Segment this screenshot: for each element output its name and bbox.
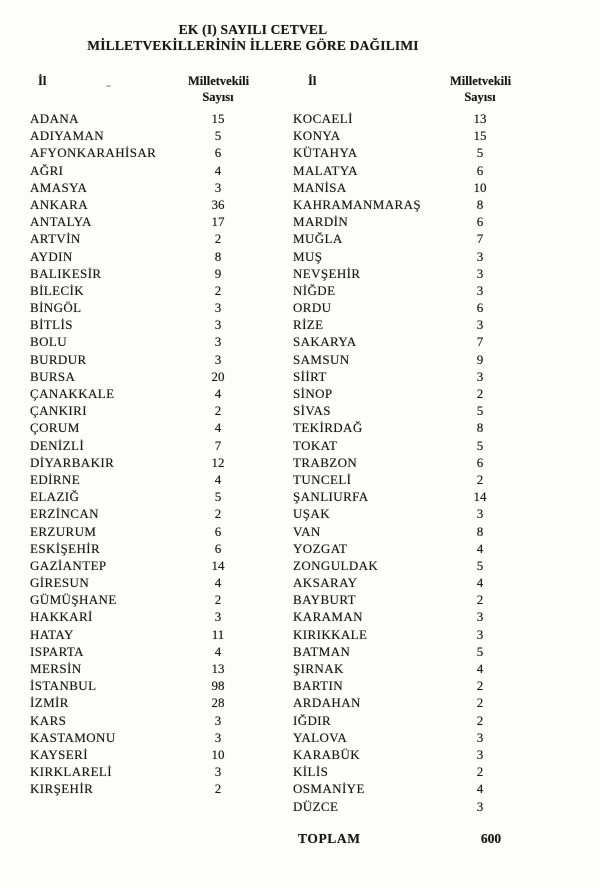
province-name: ADIYAMAN: [30, 128, 104, 144]
mp-count: 3: [476, 506, 484, 522]
mp-count: 5: [476, 403, 484, 419]
mp-count: 7: [214, 437, 222, 453]
mp-count: 4: [214, 386, 222, 401]
province-name: IĞDIR: [293, 712, 332, 728]
table-row: [293, 213, 510, 230]
province-name: BATMAN: [293, 643, 351, 659]
table-row: [30, 780, 248, 797]
table-row: [293, 402, 510, 419]
province-name: ESKİŞEHİR: [30, 540, 101, 556]
province-name: ŞANLIURFA: [293, 489, 369, 505]
mp-count: 3: [214, 334, 222, 350]
table-row: [30, 368, 248, 385]
table-row: [30, 385, 248, 402]
province-name: ARDAHAN: [293, 695, 361, 711]
table-row: [30, 660, 248, 677]
table-row: [30, 230, 248, 247]
province-name: KASTAMONU: [30, 729, 116, 745]
table-row: [293, 282, 510, 299]
column-header-count-right: [450, 73, 510, 105]
province-name: ÇANKIRI: [30, 403, 87, 419]
province-name: ERZURUM: [30, 523, 97, 539]
total-row: [293, 830, 510, 848]
mp-count: 28: [211, 695, 225, 711]
mp-count: 2: [476, 764, 484, 780]
mp-count: 4: [214, 420, 222, 436]
mp-count: 5: [476, 437, 484, 453]
table-row: [293, 110, 510, 127]
table-row: [293, 608, 510, 625]
mp-count: 14: [473, 489, 487, 505]
province-name: VAN: [293, 523, 321, 539]
province-name: OSMANİYE: [293, 781, 365, 797]
mp-count: 17: [211, 214, 225, 230]
table-row: [30, 213, 248, 230]
table-row: [293, 643, 510, 660]
province-name: BURSA: [30, 368, 76, 384]
province-name: DİYARBAKIR: [30, 454, 115, 470]
mp-count: 2: [214, 592, 222, 608]
mp-count: 8: [476, 420, 484, 436]
mp-count: 4: [214, 643, 222, 659]
table-row: [293, 780, 510, 797]
table-row: [293, 523, 510, 540]
table-row: [30, 419, 248, 436]
mp-count: 4: [214, 162, 222, 178]
table-rows-left: [30, 110, 248, 798]
table-row: [293, 763, 510, 780]
province-table-right: [293, 73, 510, 848]
province-name: KIRKLARELİ: [30, 764, 112, 780]
table-row: [293, 230, 510, 247]
mp-count: 2: [214, 506, 222, 522]
province-name: BİNGÖL: [30, 300, 82, 316]
province-name: HATAY: [30, 626, 74, 642]
mp-count: 4: [214, 575, 222, 591]
table-row: [293, 660, 510, 677]
table-row: [30, 316, 248, 333]
province-name: NİĞDE: [293, 282, 336, 298]
province-name: SAKARYA: [293, 334, 357, 350]
mp-count: 4: [476, 661, 484, 676]
province-name: BARTIN: [293, 678, 344, 694]
mp-count: 4: [476, 781, 484, 797]
mp-count: 6: [214, 540, 222, 556]
mp-count: 20: [211, 368, 225, 384]
table-row: [293, 488, 510, 505]
province-name: MERSİN: [30, 661, 82, 676]
table-row: [293, 454, 510, 471]
province-name: KIRIKKALE: [293, 626, 368, 642]
mp-count: 3: [476, 746, 484, 762]
province-name: AĞRI: [30, 162, 64, 178]
province-name: ERZİNCAN: [30, 506, 99, 522]
mp-count: 3: [476, 282, 484, 298]
province-name: MUĞLA: [293, 231, 343, 247]
province-name: SAMSUN: [293, 351, 350, 367]
mp-count: 5: [476, 557, 484, 573]
mp-count: 6: [214, 523, 222, 539]
table-row: [293, 127, 510, 144]
mp-count: 15: [473, 128, 487, 144]
mp-count: 7: [476, 231, 484, 247]
column-header-count-line2: Sayısı: [202, 90, 234, 104]
column-header-province-left: İl: [38, 74, 47, 88]
table-row: [30, 557, 248, 574]
province-name: KAHRAMANMARAŞ: [293, 196, 421, 212]
mp-count: 4: [214, 471, 222, 487]
province-name: KIRŞEHİR: [30, 781, 94, 797]
province-table-left: [30, 73, 248, 798]
table-row: [293, 351, 510, 368]
table-row: [293, 316, 510, 333]
table-header-right: [293, 73, 510, 105]
province-name: MUŞ: [293, 248, 323, 264]
mp-count: 8: [476, 523, 484, 539]
mp-count: 6: [476, 454, 484, 470]
mp-count: 3: [476, 248, 484, 264]
province-name: GAZİANTEP: [30, 557, 107, 573]
table-row: [30, 162, 248, 179]
mp-count: 2: [214, 282, 222, 298]
title-line-1: EK (I) SAYILI CETVEL: [178, 22, 328, 37]
table-header-left: [30, 73, 248, 105]
mp-count: 9: [476, 351, 484, 367]
table-row: [30, 471, 248, 488]
table-row: [30, 351, 248, 368]
mp-count: 6: [476, 300, 484, 316]
table-row: [293, 729, 510, 746]
province-name: ADANA: [30, 111, 79, 126]
province-name: ORDU: [293, 300, 332, 316]
province-name: TUNCELİ: [293, 471, 352, 487]
table-row: [30, 248, 248, 265]
province-name: KONYA: [293, 128, 341, 144]
table-row: [293, 437, 510, 454]
table-row: [293, 368, 510, 385]
province-name: ARTVİN: [30, 231, 81, 247]
total-value: 600: [480, 830, 502, 846]
table-row: [30, 437, 248, 454]
table-row: [30, 454, 248, 471]
table-row: [30, 196, 248, 213]
province-name: ANKARA: [30, 196, 89, 212]
province-name: MALATYA: [293, 162, 358, 178]
mp-count: 13: [473, 111, 487, 126]
province-name: TEKİRDAĞ: [293, 420, 363, 436]
province-name: KARAMAN: [293, 609, 363, 625]
table-row: [293, 144, 510, 161]
mp-count: 2: [476, 695, 484, 711]
column-header-count-line2: Sayısı: [464, 90, 496, 104]
table-row: [293, 162, 510, 179]
province-name: HAKKARİ: [30, 609, 93, 625]
mp-count: 6: [476, 162, 484, 178]
mp-count: 8: [214, 248, 222, 264]
mp-count: 2: [214, 781, 222, 797]
table-row: [30, 608, 248, 625]
table-row: [30, 763, 248, 780]
province-name: İSTANBUL: [30, 678, 97, 694]
table-row: [293, 694, 510, 711]
province-name: BİLECİK: [30, 282, 85, 298]
province-name: BAYBURT: [293, 592, 356, 608]
table-row: [30, 110, 248, 127]
table-row: [293, 557, 510, 574]
table-row: [30, 591, 248, 608]
province-name: NEVŞEHİR: [293, 265, 361, 281]
table-row: [293, 626, 510, 643]
province-name: ANTALYA: [30, 214, 92, 230]
title-line-2: MİLLETVEKİLLERİNİN İLLERE GÖRE DAĞILIMI: [87, 38, 419, 53]
table-row: [30, 626, 248, 643]
column-header-province-right: İl: [308, 74, 317, 88]
mp-count: 5: [214, 489, 222, 505]
table-row: [293, 299, 510, 316]
table-row: [293, 248, 510, 265]
document-title: [0, 22, 506, 54]
province-name: DENİZLİ: [30, 437, 85, 453]
table-row: [293, 505, 510, 522]
mp-count: 3: [476, 317, 484, 333]
table-row: [293, 798, 510, 815]
province-name: AKSARAY: [293, 575, 358, 591]
mp-count: 12: [211, 454, 225, 470]
province-name: BOLU: [30, 334, 67, 350]
mp-count: 10: [211, 746, 225, 762]
mp-count: 3: [476, 729, 484, 745]
province-name: YALOVA: [293, 729, 348, 745]
mp-count: 3: [214, 729, 222, 745]
table-row: [30, 179, 248, 196]
table-row: [293, 746, 510, 763]
mp-count: 5: [214, 128, 222, 144]
table-row: [30, 282, 248, 299]
province-name: ZONGULDAK: [293, 557, 379, 573]
province-name: RİZE: [293, 317, 324, 333]
mp-count: 36: [211, 196, 225, 212]
table-row: [293, 419, 510, 436]
mp-count: 3: [214, 609, 222, 625]
table-row: [30, 574, 248, 591]
province-name: SİVAS: [293, 403, 331, 419]
mp-count: 2: [476, 386, 484, 401]
mp-count: 2: [476, 678, 484, 694]
mp-count: 13: [211, 661, 225, 676]
province-name: AYDIN: [30, 248, 73, 264]
mp-count: 3: [214, 712, 222, 728]
mp-count: 2: [214, 403, 222, 419]
table-row: [30, 540, 248, 557]
table-row: [30, 643, 248, 660]
mp-count: 3: [214, 179, 222, 195]
table-row: [30, 677, 248, 694]
table-row: [293, 471, 510, 488]
table-row: [293, 591, 510, 608]
province-name: KOCAELİ: [293, 111, 353, 126]
table-row: [30, 488, 248, 505]
province-name: SİNOP: [293, 386, 333, 401]
table-row: [30, 505, 248, 522]
mp-count: 5: [476, 145, 484, 161]
mp-count: 3: [214, 300, 222, 316]
table-row: [30, 523, 248, 540]
total-label: TOPLAM: [298, 830, 361, 846]
table-row: [30, 144, 248, 161]
table-row: [293, 385, 510, 402]
table-row: [293, 179, 510, 196]
mp-count: 2: [476, 471, 484, 487]
province-name: YOZGAT: [293, 540, 348, 556]
province-name: ISPARTA: [30, 643, 84, 659]
province-name: BALIKESİR: [30, 265, 102, 281]
table-row: [30, 729, 248, 746]
table-row: [293, 540, 510, 557]
province-name: EDİRNE: [30, 471, 81, 487]
province-name: DÜZCE: [293, 798, 339, 814]
mp-count: 4: [476, 575, 484, 591]
table-row: [30, 333, 248, 350]
mp-count: 11: [211, 626, 225, 642]
province-name: AMASYA: [30, 179, 88, 195]
province-name: SİİRT: [293, 368, 327, 384]
province-name: KÜTAHYA: [293, 145, 358, 161]
province-name: KİLİS: [293, 764, 329, 780]
province-name: ÇORUM: [30, 420, 80, 436]
mp-count: 8: [476, 196, 484, 212]
mp-count: 2: [476, 712, 484, 728]
province-name: MARDİN: [293, 214, 349, 230]
province-name: KARABÜK: [293, 746, 361, 762]
table-row: [293, 196, 510, 213]
province-name: MANİSA: [293, 179, 347, 195]
table-row: [293, 574, 510, 591]
province-name: GİRESUN: [30, 575, 90, 591]
table-row: [30, 299, 248, 316]
mp-count: 3: [476, 798, 484, 814]
mp-count: 3: [476, 265, 484, 281]
province-name: ELAZIĞ: [30, 489, 80, 505]
mp-count: 7: [476, 334, 484, 350]
province-name: TRABZON: [293, 454, 358, 470]
mp-count: 2: [214, 231, 222, 247]
mp-count: 3: [476, 626, 484, 642]
table-row: [30, 694, 248, 711]
mp-count: 5: [476, 643, 484, 659]
mp-count: 15: [211, 111, 225, 126]
mp-count: 2: [476, 592, 484, 608]
column-header-count-line1: Milletvekili: [188, 74, 250, 88]
table-row: [293, 677, 510, 694]
table-row: [30, 402, 248, 419]
mp-count: 3: [214, 764, 222, 780]
province-name: ŞIRNAK: [293, 661, 344, 676]
province-name: GÜMÜŞHANE: [30, 592, 117, 608]
mp-count: 3: [214, 351, 222, 367]
table-row: [293, 333, 510, 350]
table-rows-right: [293, 110, 510, 815]
province-name: AFYONKARAHİSAR: [30, 145, 157, 161]
province-name: ÇANAKKALE: [30, 386, 115, 401]
mp-count: 98: [211, 678, 225, 694]
province-name: İZMİR: [30, 695, 69, 711]
mp-count: 6: [476, 214, 484, 230]
mp-count: 6: [214, 145, 222, 161]
mp-count: 4: [476, 540, 484, 556]
province-name: KAYSERİ: [30, 746, 88, 762]
province-name: BİTLİS: [30, 317, 73, 333]
mp-count: 3: [476, 368, 484, 384]
mp-count: 3: [214, 317, 222, 333]
table-row: [293, 712, 510, 729]
table-row: [30, 746, 248, 763]
province-name: BURDUR: [30, 351, 87, 367]
mp-count: 3: [476, 609, 484, 625]
table-row: [293, 265, 510, 282]
province-name: UŞAK: [293, 506, 330, 522]
column-header-count-left: [188, 73, 248, 105]
column-header-count-line1: Milletvekili: [450, 74, 512, 88]
province-name: KARS: [30, 712, 67, 728]
province-name: TOKAT: [293, 437, 338, 453]
mp-count: 14: [211, 557, 225, 573]
table-row: [30, 265, 248, 282]
mp-count: 9: [214, 265, 222, 281]
table-row: [30, 127, 248, 144]
table-row: [30, 712, 248, 729]
mp-count: 10: [473, 179, 487, 195]
